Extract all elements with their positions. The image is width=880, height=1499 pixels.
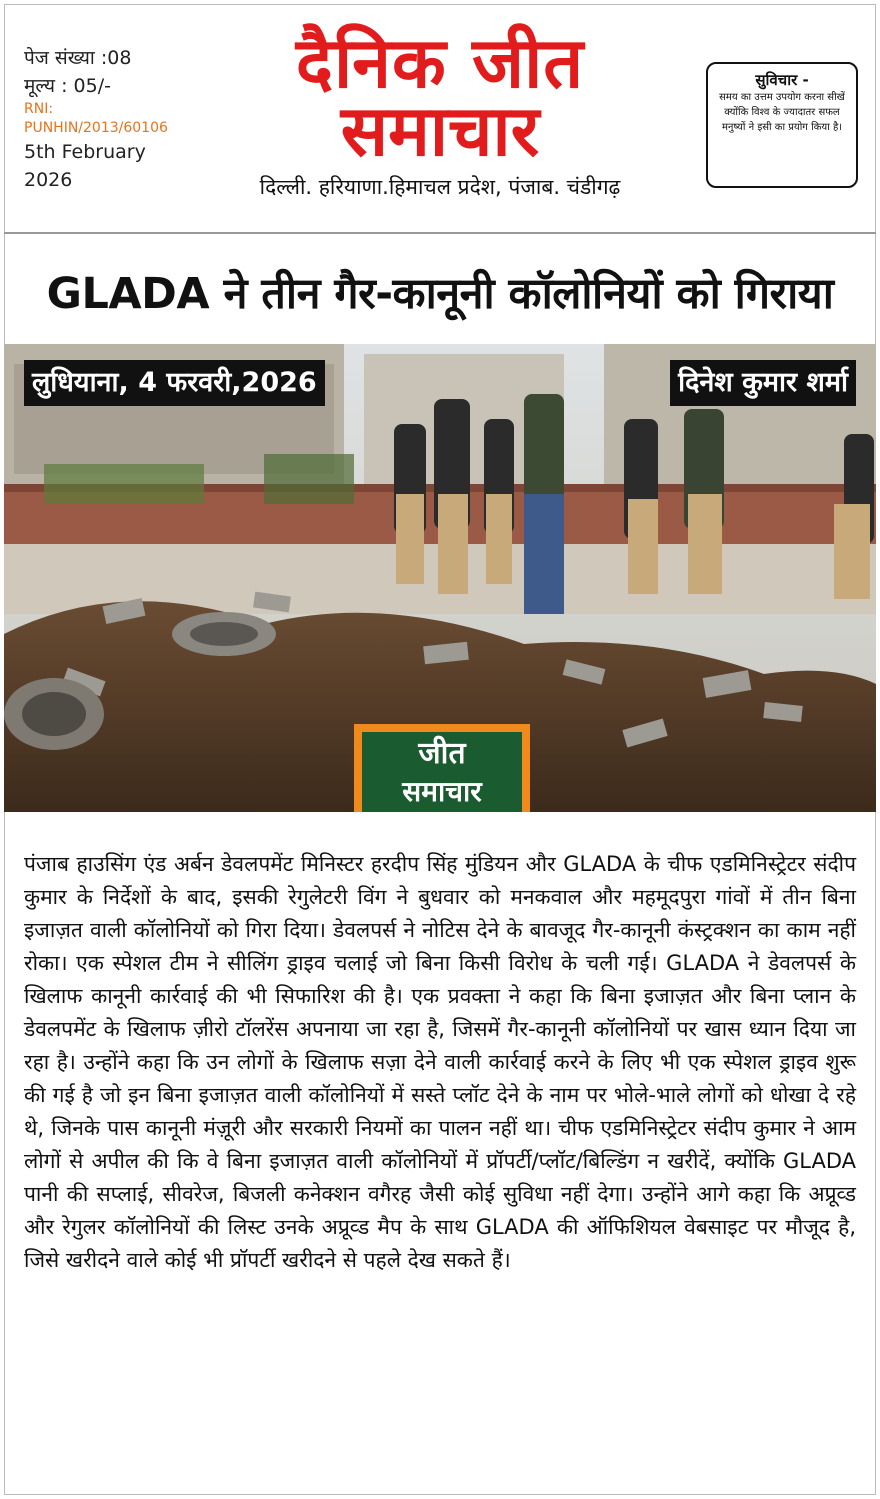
news-photo: [4, 344, 876, 812]
thought-of-day-box: [706, 62, 858, 188]
issue-meta: [24, 44, 174, 194]
logo-line1: जीत: [418, 736, 466, 771]
masthead-subtitle: दिल्ली. हरियाणा.हिमाचल प्रदेश, पंजाब. चंडीगढ़: [259, 175, 621, 199]
rni-number: RNI: PUNHIN/2013/60106: [24, 101, 168, 136]
article-headline: GLADA ने तीन गैर-कानूनी कॉलोनियों को गिराया: [46, 269, 834, 319]
issue-date: 5th February 2026: [24, 141, 146, 191]
jeet-samachar-logo: [354, 724, 530, 812]
thought-heading: सुविचार -: [755, 71, 809, 89]
masthead-title-line2: समाचार: [340, 90, 540, 172]
header-divider: [4, 232, 876, 234]
logo-line2: समाचार: [402, 775, 482, 808]
price: मूल्य : 05/-: [24, 75, 111, 97]
page-number: पेज संख्या :08: [24, 47, 132, 69]
masthead-title-line1: दैनिक जीत: [295, 22, 585, 104]
masthead: [230, 24, 650, 202]
photo-dateline: लुधियाना, 4 फरवरी,2026: [24, 360, 325, 406]
article-body: पंजाब हाउसिंग एंड अर्बन डेवलपमेंट मिनिस्टर हरदीप सिंह मुंडियन और GLADA के चीफ एडमिनिस्ट्रेटर संदीप कुमार के निर्देशों के बाद, इसकी रेगुलेटरी विंग ने बुधवार को मनकवाल और महमूदपुरा गांवों में तीन बिना इजाज़त वाली कॉलोनियों को गिरा दिया। डेवलपर्स ने नोटिस देने के बावजूद गैर-कानूनी कंस्ट्रक्शन का काम नहीं रोका। एक स्पेशल टीम ने सीलिंग ड्राइव चलाई जो बिना किसी विरोध के चली गई। GLADA ने डेवलपर्स के खिलाफ कानूनी कार्रवाई की भी सिफारिश की है। एक प्रवक्ता ने कहा कि बिना इजाज़त और बिना प्लान के डेवलपमेंट के खिलाफ ज़ीरो टॉलरेंस अपनाया जा रहा है, जिसमें गैर-कानूनी कॉलोनियों पर खास ध्यान दिया जा रहा है। उन्होंने कहा कि उन लोगों के खिलाफ सज़ा देने वाली कार्रवाई करने के लिए भी एक स्पेशल ड्राइव शुरू की गई है जो इन बिना इजाज़त वाली कॉलोनियों में सस्ते प्लॉट देने के नाम पर भोले-भाले लोगों को धोखा दे रहे थे, जिनके पास कानूनी मंज़ूरी और सरकारी नियमों का पालन नहीं था। चीफ एडमिनिस्ट्रेटर संदीप कुमार ने आम लोगों से अपील की कि वे बिना इजाज़त वाली कॉलोनियों में प्रॉपर्टी/प्लॉट/बिल्डिंग न खरीदें, क्योंकि GLADA पानी की सप्लाई, सीवरेज, बिजली कनेक्शन वगैरह जैसी कोई सुविधा नहीं देगा। उन्होंने आगे कहा कि अप्रूव्ड और रेगुलर कॉलोनियों की लिस्ट उनके अप्रूव्ड मैप के साथ GLADA की ऑफिशियल वेबसाइट पर मौजूद है, जिसे खरीदने वाले कोई भी प्रॉपर्टी खरीदने से पहले देख सकते हैं।: [24, 852, 856, 1272]
thought-text: समय का उत्तम उपयोग करना सीखें क्योंकि विश्व के ज्यादातर सफल मनुष्यों ने इसी का प्रयोग किया है।: [719, 92, 845, 133]
photo-byline: दिनेश कुमार शर्मा: [670, 360, 856, 406]
